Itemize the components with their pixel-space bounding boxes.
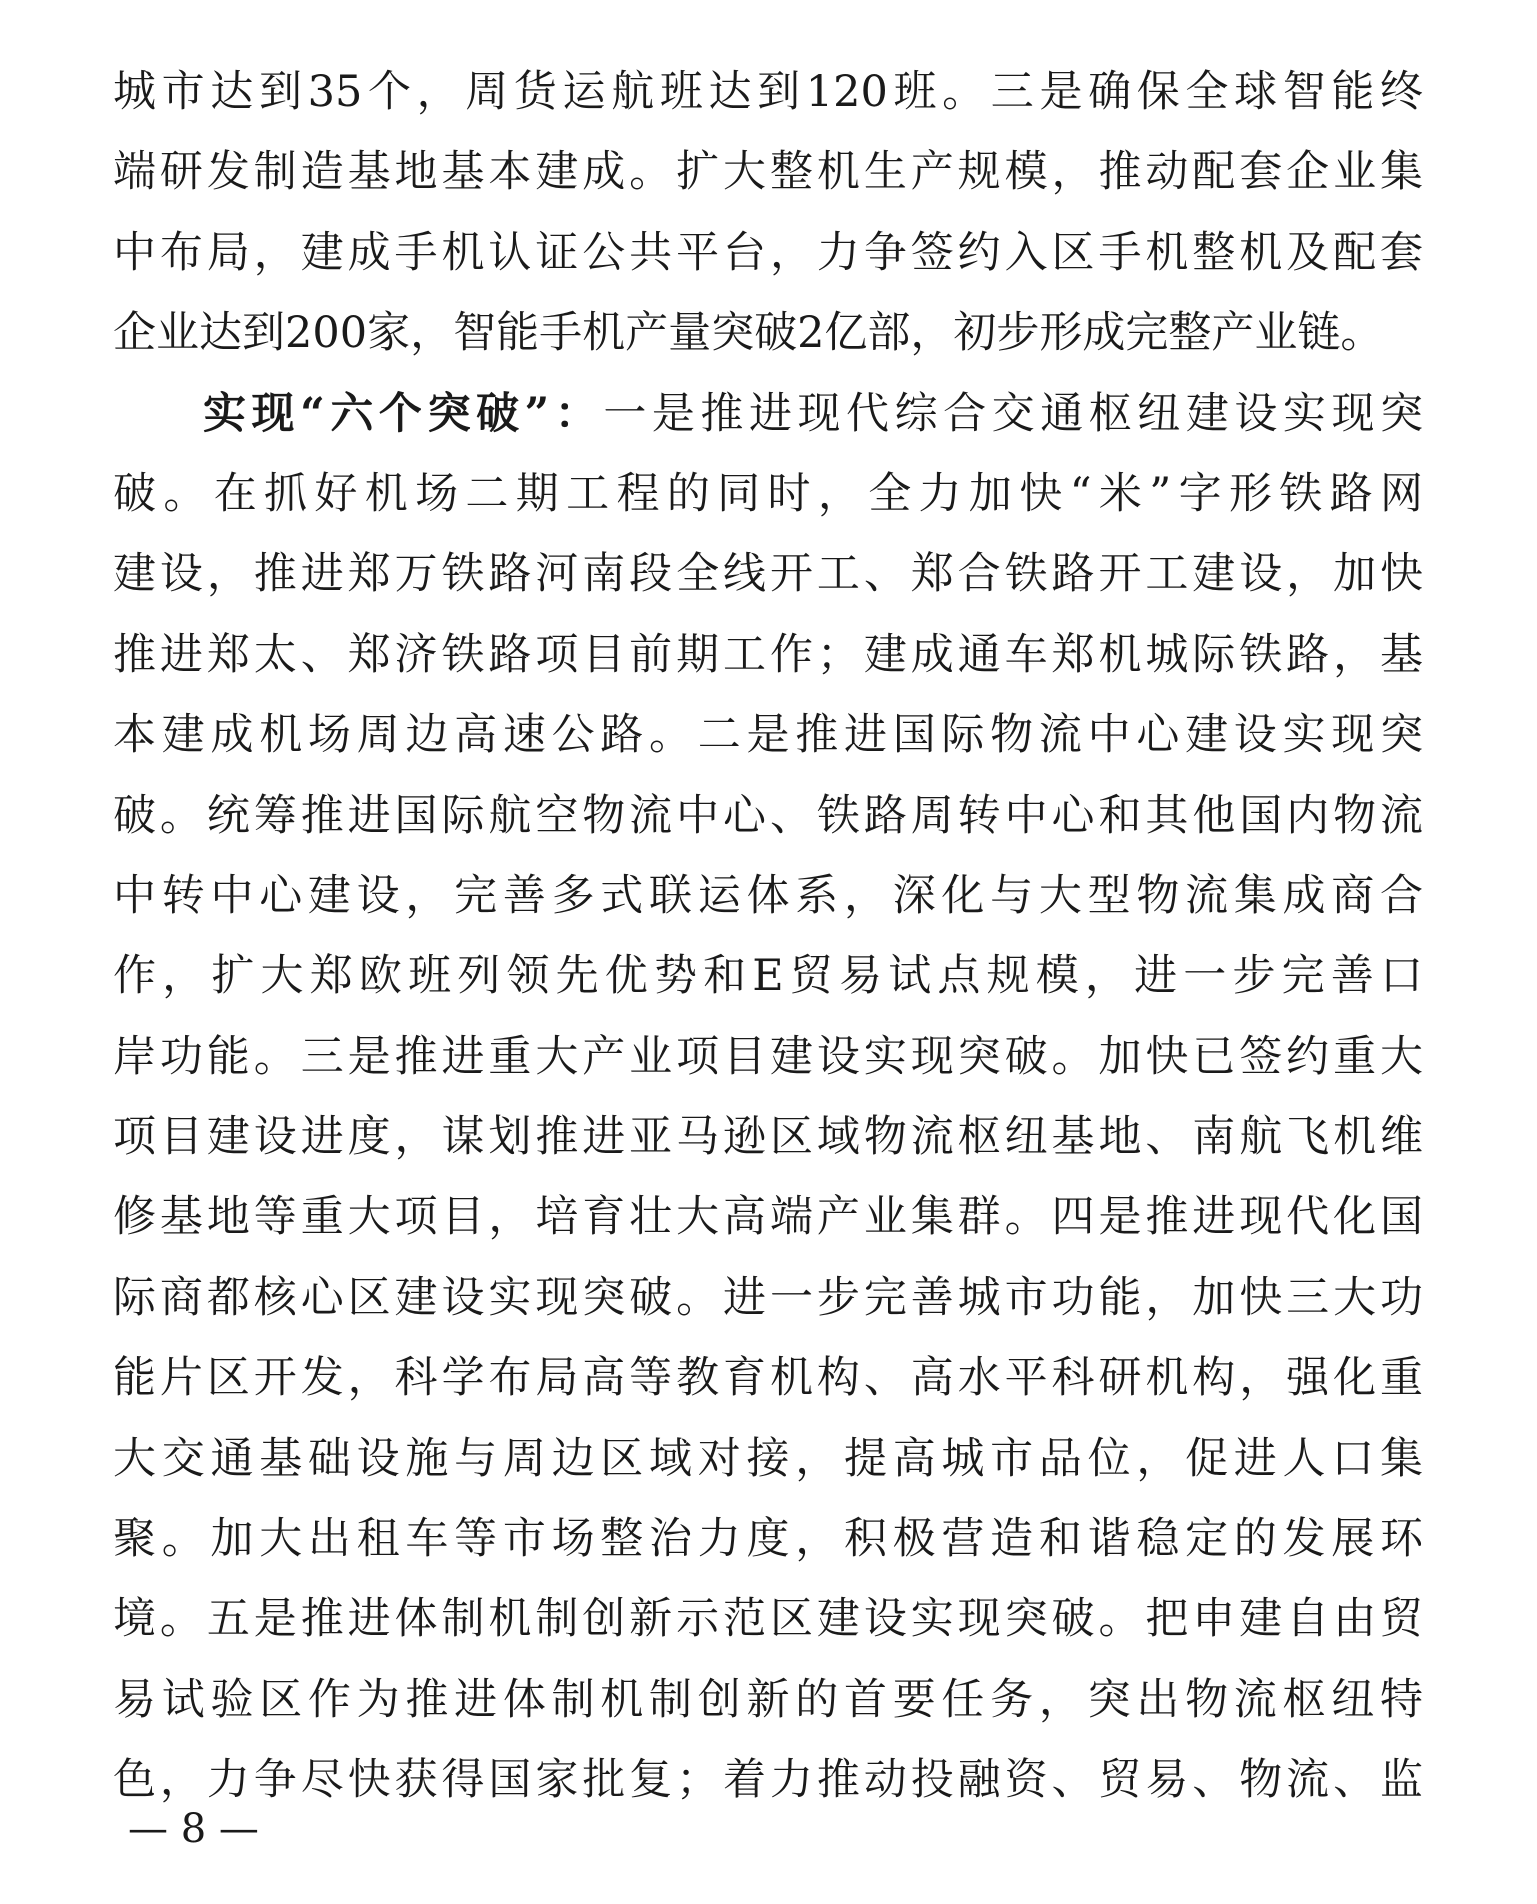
page-number: — 8 — bbox=[128, 1806, 259, 1852]
text-line: 建设，推进郑万铁路河南段全线开工、郑合铁路开工建设，加快 bbox=[113, 549, 1423, 600]
text-line: 端研发制造基地基本建成。扩大整机生产规模，推动配套企业集 bbox=[113, 147, 1423, 198]
text-line: 企业达到200家，智能手机产量突破2亿部，初步形成完整产业链。 bbox=[113, 308, 1384, 359]
text-line: 作，扩大郑欧班列领先优势和E贸易试点规模，进一步完善口 bbox=[113, 951, 1423, 1002]
paragraph-lead-line bbox=[113, 374, 1423, 454]
text-line: 境。五是推进体制机制创新示范区建设实现突破。把申建自由贸 bbox=[113, 1594, 1423, 1645]
text-line: 能片区开发，科学布局高等教育机构、高水平科研机构，强化重 bbox=[113, 1353, 1423, 1404]
bold-heading: 实现“六个突破”： bbox=[203, 388, 604, 439]
text-line: 岸功能。三是推进重大产业项目建设实现突破。加快已签约重大 bbox=[113, 1031, 1423, 1082]
text-line: 中布局，建成手机认证公共平台，力争签约入区手机整机及配套 bbox=[113, 227, 1423, 278]
text-line: 聚。加大出租车等市场整治力度，积极营造和谐稳定的发展环 bbox=[113, 1514, 1423, 1565]
text-line: 易试验区作为推进体制机制创新的首要任务，突出物流枢纽特 bbox=[113, 1674, 1423, 1725]
text-line: 大交通基础设施与周边区域对接，提高城市品位，促进人口集 bbox=[113, 1433, 1423, 1484]
text-line: 色，力争尽快获得国家批复；着力推动投融资、贸易、物流、监 bbox=[113, 1755, 1423, 1806]
text-line: 本建成机场周边高速公路。二是推进国际物流中心建设实现突 bbox=[113, 710, 1423, 761]
text-line: 项目建设进度，谋划推进亚马逊区域物流枢纽基地、南航飞机维 bbox=[113, 1112, 1423, 1163]
text-line: 推进郑太、郑济铁路项目前期工作；建成通车郑机城际铁路，基 bbox=[113, 629, 1423, 680]
text-line: 一是推进现代综合交通枢纽建设实现突 bbox=[603, 388, 1423, 439]
body-text bbox=[113, 52, 1423, 1821]
text-line: 城市达到35个，周货运航班达到120班。三是确保全球智能终 bbox=[113, 67, 1423, 117]
text-line: 中转中心建设，完善多式联运体系，深化与大型物流集成商合 bbox=[113, 870, 1423, 921]
text-line: 际商都核心区建设实现突破。进一步完善城市功能，加快三大功 bbox=[113, 1272, 1423, 1323]
text-line: 破。在抓好机场二期工程的同时，全力加快“米”字形铁路网 bbox=[113, 468, 1423, 519]
text-line: 破。统筹推进国际航空物流中心、铁路周转中心和其他国内物流 bbox=[113, 790, 1423, 841]
text-line: 修基地等重大项目，培育壮大高端产业集群。四是推进现代化国 bbox=[113, 1192, 1423, 1243]
